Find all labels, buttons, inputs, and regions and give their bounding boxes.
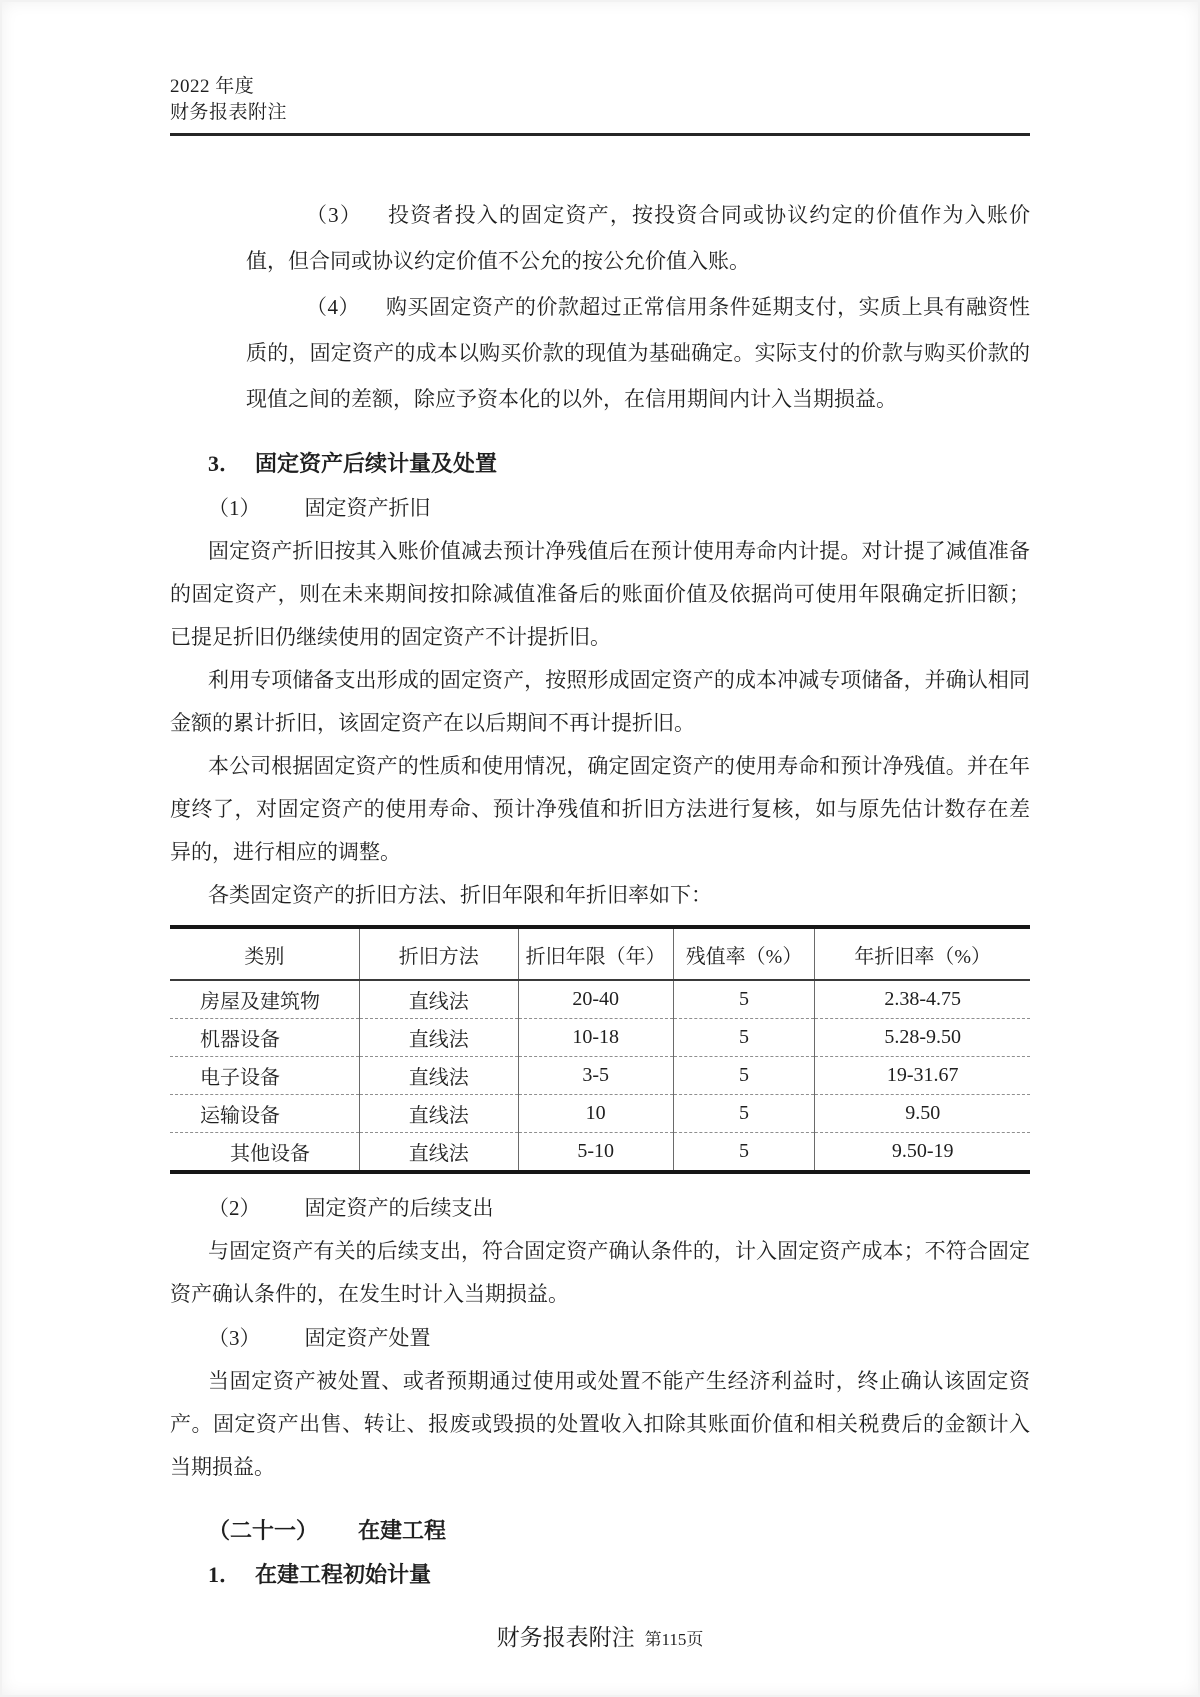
paragraph-review: 本公司根据固定资产的性质和使用情况，确定固定资产的使用寿命和预计净残值。并在年度终了，对固定资产的使用寿命、预计净残值和折旧方法进行复核，如与原先估计数存在差异的，进行相应的调整。 bbox=[170, 754, 1030, 864]
table-cell: 5 bbox=[673, 1019, 815, 1057]
table-cell: 直线法 bbox=[359, 1133, 518, 1173]
table-row bbox=[170, 1019, 1030, 1057]
table-cell: 房屋及建筑物 bbox=[170, 980, 359, 1019]
table-cell: 3-5 bbox=[518, 1057, 673, 1095]
table-cell: 9.50 bbox=[815, 1095, 1030, 1133]
table-cell: 直线法 bbox=[359, 1095, 518, 1133]
item-3-number: （3） bbox=[306, 203, 363, 227]
table-header-row bbox=[170, 927, 1030, 980]
table-cell: 5 bbox=[673, 1057, 815, 1095]
item-4-number: （4） bbox=[306, 295, 360, 319]
subsection-1-number: （1） bbox=[208, 496, 261, 520]
table-cell: 5-10 bbox=[518, 1133, 673, 1173]
table-row bbox=[170, 1095, 1030, 1133]
section-3-heading bbox=[170, 442, 1030, 486]
table-cell: 直线法 bbox=[359, 1019, 518, 1057]
item-3-paragraph bbox=[246, 192, 1030, 284]
table-cell: 9.50-19 bbox=[815, 1133, 1030, 1173]
subsection-3-heading bbox=[170, 1316, 1030, 1360]
paragraph-special-reserve: 利用专项储备支出形成的固定资产，按照形成固定资产的成本冲减专项储备，并确认相同金额的累计折旧，该固定资产在以后期间不再计提折旧。 bbox=[170, 668, 1030, 735]
table-cell: 5 bbox=[673, 980, 815, 1019]
table-cell: 5.28-9.50 bbox=[815, 1019, 1030, 1057]
running-header bbox=[170, 74, 1030, 136]
table-cell: 20-40 bbox=[518, 980, 673, 1019]
header-doc-title: 财务报表附注 bbox=[170, 102, 288, 123]
table-row bbox=[170, 1133, 1030, 1173]
section-3-title: 固定资产后续计量及处置 bbox=[255, 451, 498, 476]
item-4-text: 购买固定资产的价款超过正常信用条件延期支付，实质上具有融资性质的，固定资产的成本以购买价款的现值为基础确定。实际支付的价款与购买价款的现值之间的差额，除应予资本化的以外，在信用期间内计入当期损益。 bbox=[246, 295, 1030, 411]
section-21-number: （二十一） bbox=[208, 1518, 319, 1543]
table-cell: 19-31.67 bbox=[815, 1057, 1030, 1095]
subsection-3-title: 固定资产处置 bbox=[304, 1326, 431, 1350]
table-row bbox=[170, 1057, 1030, 1095]
table-cell: 10-18 bbox=[518, 1019, 673, 1057]
column-header-method: 折旧方法 bbox=[359, 927, 518, 980]
paragraph-subsequent-expenditure: 与固定资产有关的后续支出，符合固定资产确认条件的，计入固定资产成本；不符合固定资产确认条件的，在发生时计入当期损益。 bbox=[170, 1239, 1030, 1306]
header-year: 2022 年度 bbox=[170, 76, 255, 97]
table-row bbox=[170, 980, 1030, 1019]
section-21-sub1-heading bbox=[170, 1553, 1030, 1597]
footer-page-number: 第115页 bbox=[644, 1630, 704, 1649]
item-3-text: 投资者投入的固定资产，按投资合同或协议约定的价值作为入账价值，但合同或协议约定价值不公允的按公允价值入账。 bbox=[246, 203, 1031, 273]
item-4-paragraph bbox=[246, 284, 1030, 422]
subsection-2-heading bbox=[170, 1186, 1030, 1230]
table-cell: 直线法 bbox=[359, 1057, 518, 1095]
paragraph-depreciation: 固定资产折旧按其入账价值减去预计净残值后在预计使用寿命内计提。对计提了减值准备的固定资产，则在未来期间按扣除减值准备后的账面价值及依据尚可使用年限确定折旧额；已提足折旧仍继续使用的固定资产不计提折旧。 bbox=[170, 539, 1030, 649]
table-cell: 5 bbox=[673, 1095, 815, 1133]
subsection-1-title: 固定资产折旧 bbox=[304, 496, 431, 520]
section-21-sub1-number: 1． bbox=[208, 1562, 242, 1587]
section-21-heading bbox=[170, 1509, 1030, 1553]
table-cell: 其他设备 bbox=[170, 1133, 359, 1173]
column-header-annual-rate: 年折旧率（%） bbox=[815, 927, 1030, 980]
column-header-years: 折旧年限（年） bbox=[518, 927, 673, 980]
table-cell: 2.38-4.75 bbox=[815, 980, 1030, 1019]
table-cell: 10 bbox=[518, 1095, 673, 1133]
subsection-1-heading bbox=[170, 486, 1030, 530]
page-footer bbox=[170, 1619, 1030, 1652]
table-cell: 机器设备 bbox=[170, 1019, 359, 1057]
subsection-2-number: （2） bbox=[208, 1196, 261, 1220]
table-cell: 直线法 bbox=[359, 980, 518, 1019]
numbered-items-block bbox=[246, 192, 1030, 422]
footer-label: 财务报表附注 bbox=[496, 1625, 635, 1650]
subsection-2-title: 固定资产的后续支出 bbox=[304, 1196, 494, 1220]
depreciation-table bbox=[170, 925, 1030, 1174]
column-header-category: 类别 bbox=[170, 927, 359, 980]
subsection-3-number: （3） bbox=[208, 1326, 261, 1350]
table-cell: 电子设备 bbox=[170, 1057, 359, 1095]
section-21-sub1-title: 在建工程初始计量 bbox=[255, 1562, 432, 1587]
section-21-title: 在建工程 bbox=[358, 1518, 447, 1543]
paragraph-disposal: 当固定资产被处置、或者预期通过使用或处置不能产生经济利益时，终止确认该固定资产。固定资产出售、转让、报废或毁损的处置收入扣除其账面价值和相关税费后的金额计入当期损益。 bbox=[170, 1369, 1030, 1479]
section-3-number: 3． bbox=[208, 451, 242, 476]
table-cell: 5 bbox=[673, 1133, 815, 1173]
column-header-residual-rate: 残值率（%） bbox=[673, 927, 815, 980]
table-cell: 运输设备 bbox=[170, 1095, 359, 1133]
paragraph-table-intro: 各类固定资产的折旧方法、折旧年限和年折旧率如下： bbox=[208, 883, 712, 907]
